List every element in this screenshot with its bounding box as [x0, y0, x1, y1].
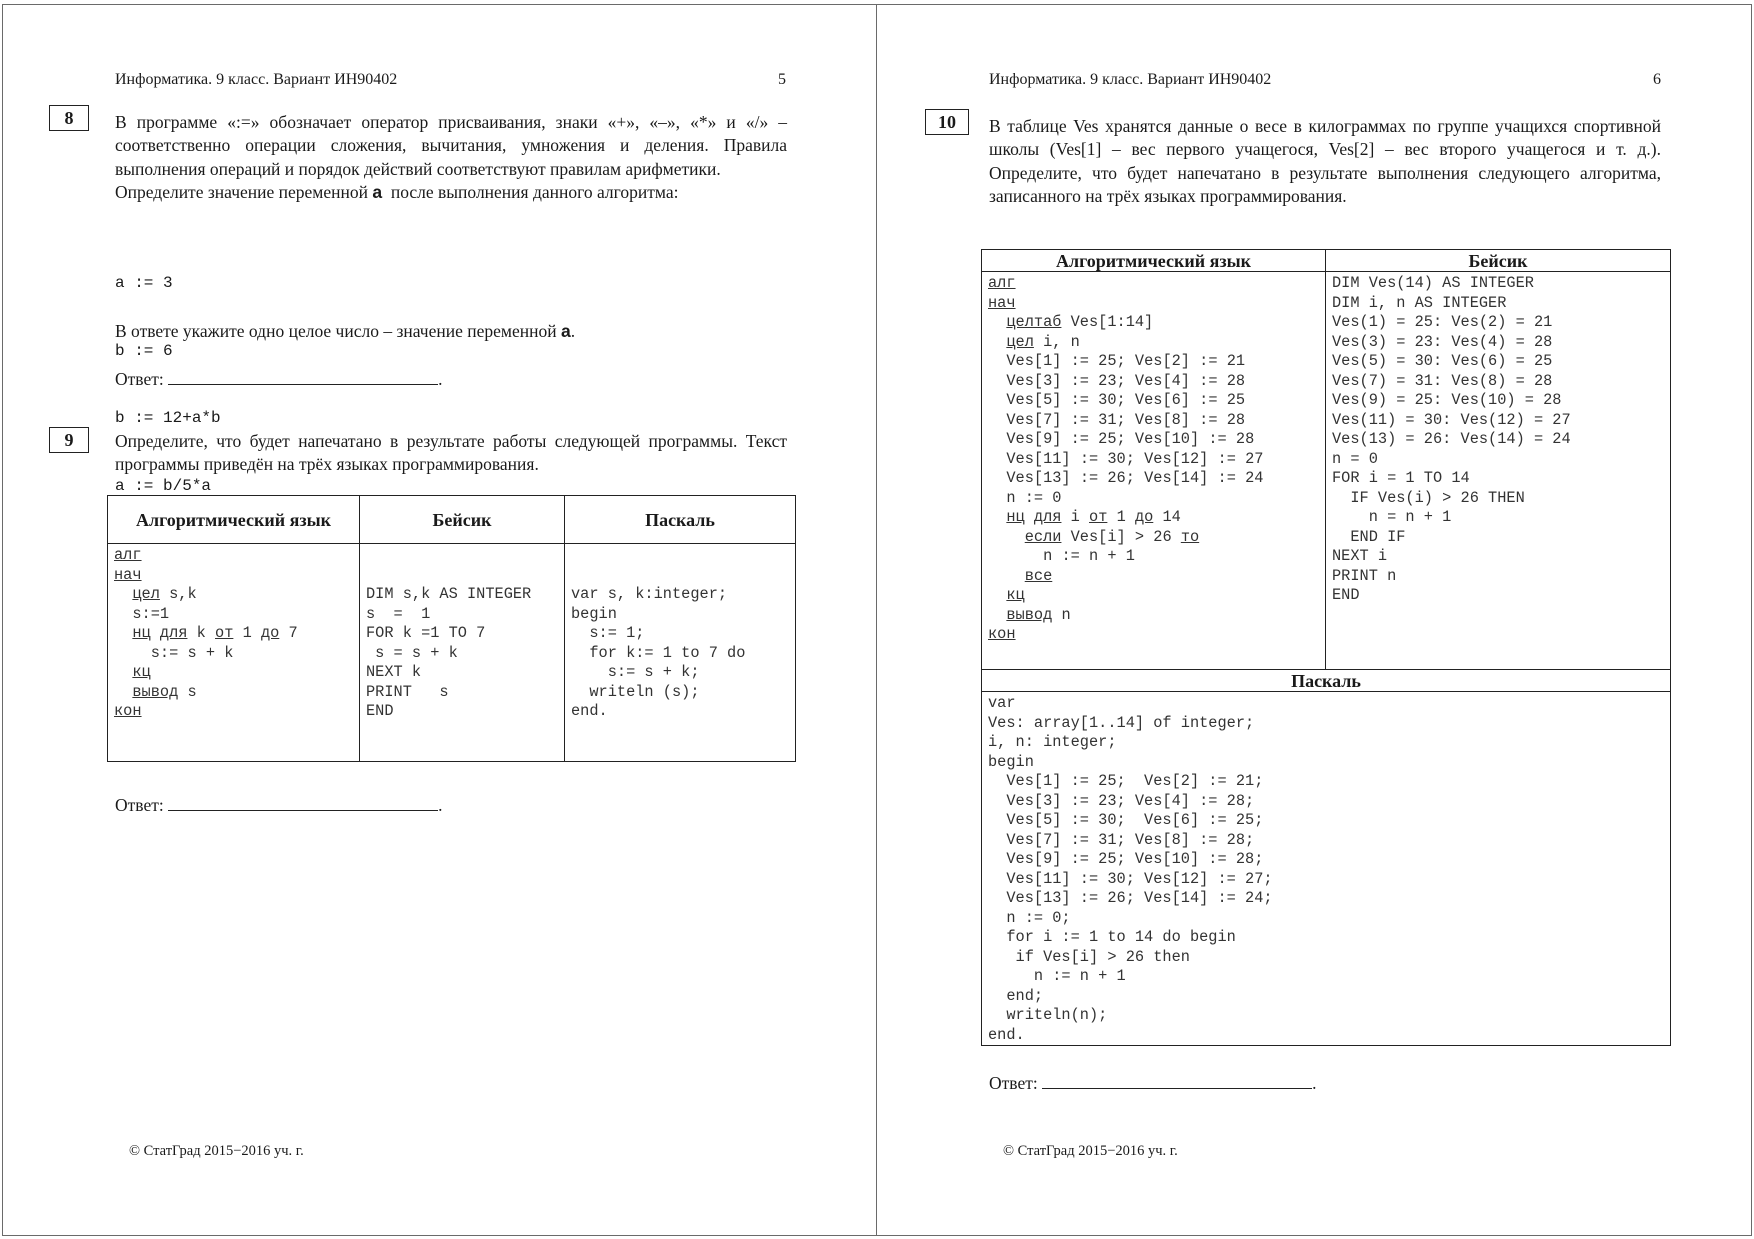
code-line: Ves[9] := 25; Ves[10] := 28; — [988, 850, 1264, 868]
q9-program-table — [107, 495, 796, 762]
code-line: n := 0; — [988, 908, 1071, 927]
left-page — [2, 4, 877, 1236]
code-line: Ves(1) = 25: Ves(2) = 21 — [1332, 313, 1553, 331]
code-line: нач — [114, 565, 142, 584]
code-line: s:=1 — [132, 604, 170, 623]
col-header-alg: Алгоритмический язык — [108, 496, 360, 544]
code-line: Ves[11] := 30; Ves[12] := 27; — [988, 869, 1273, 888]
code-line: алг — [988, 274, 1016, 292]
code-line: Ves[7] := 31; Ves[8] := 28; — [988, 830, 1255, 849]
answer-label: Ответ: — [115, 369, 164, 389]
code-line: Ves(3) = 23: Ves(4) = 28 — [1332, 332, 1553, 351]
code-line: i, n: integer; — [988, 733, 1117, 751]
code-line: Ves[9] := 25; Ves[10] := 28 — [1006, 430, 1255, 448]
col-header-pascal: Паскаль — [565, 496, 796, 544]
code-line: цел s,k — [132, 585, 197, 603]
alg-code — [108, 544, 359, 722]
q8-code-line: a := b/5*a — [115, 476, 212, 495]
question-number-8: 8 — [49, 105, 89, 131]
basic-code: DIM s,k AS INTEGER s = 1 FOR k =1 TO 7 s = s + k NEXT k PRINT s END — [366, 585, 532, 720]
col-header-basic: Бейсик — [1326, 250, 1671, 272]
q8-task: Определите значение переменной a после выполнения данного алгоритма: — [115, 182, 679, 203]
question-number-10: 10 — [925, 109, 969, 135]
code-line: Ves: array[1..14] of integer; — [988, 713, 1255, 732]
q8-answer-instruction: В ответе укажите одно целое число – значение переменной a. — [115, 321, 576, 341]
code-line: FOR i = 1 TO 14 — [1332, 469, 1470, 487]
q8-intro: В программе «:=» обозначает оператор присваивания, знаки «+», «–», «*» и «/» – соответственно операции сложения, вычитания, умножения и деления. Правила выполнения операций и порядок действий соответствуют правилам арифметики. — [115, 112, 787, 179]
code-line: for i := 1 to 14 do begin — [988, 928, 1236, 946]
code-line: вывод s — [132, 682, 197, 701]
q9-answer-row: Ответ: . — [115, 795, 443, 815]
code-line: n = n + 1 — [1332, 508, 1452, 526]
code-line: Ves[13] := 26; Ves[14] := 24 — [1006, 469, 1264, 487]
q9-text: Определите, что будет напечатано в результате работы следующей программы. Текст программы приведён на трёх языках программирования. — [115, 431, 787, 475]
code-line: нач — [988, 293, 1016, 312]
code-line: если Ves[i] > 26 то — [1024, 527, 1200, 546]
code-line: NEXT i — [1332, 547, 1388, 565]
code-line: целтаб Ves[1:14] — [1006, 313, 1154, 331]
q8-text — [115, 111, 787, 205]
code-line: кц — [132, 663, 151, 681]
code-line: Ves[11] := 30; Ves[12] := 27 — [1006, 449, 1264, 468]
code-line: кон — [114, 702, 142, 720]
code-line: var — [988, 694, 1016, 712]
answer-label: Ответ: — [989, 1073, 1038, 1093]
q10-answer-row: Ответ: . — [989, 1073, 1317, 1093]
basic-code — [1326, 272, 1670, 606]
code-line: Ves(9) = 25: Ves(10) = 28 — [1332, 391, 1562, 409]
q8-var-a-2: a — [560, 321, 571, 341]
question-number-9: 9 — [49, 427, 89, 453]
code-line: Ves(7) = 31: Ves(8) = 28 — [1332, 371, 1553, 390]
code-line: n := n + 1 — [988, 967, 1126, 985]
answer-label: Ответ: — [115, 795, 164, 815]
q8-code-line: b := 6 — [115, 341, 173, 360]
code-line: Ves(5) = 30: Ves(6) = 25 — [1332, 352, 1553, 370]
basic-code-cell — [1326, 272, 1671, 670]
q10-text: В таблице Ves хранятся данные о весе в килограммах по группе учащихся спортивной школы (Ves[1] – вес первого учащегося, Ves[2] – вес второго учащегося и т. д.). Определите, что будет напечатано в результате выполнения следующего алгоритма, записанного на трёх языках программирования. — [989, 116, 1661, 207]
code-line: вывод n — [1006, 605, 1071, 624]
code-line: DIM i, n AS INTEGER — [1332, 293, 1507, 312]
code-line: Ves[13] := 26; Ves[14] := 24; — [988, 889, 1273, 907]
code-line: Ves(11) = 30: Ves(12) = 27 — [1332, 410, 1571, 429]
code-line: end; — [988, 986, 1044, 1005]
code-line: Ves[7] := 31; Ves[8] := 28 — [1006, 410, 1246, 429]
pascal-code: var s, k:integer; begin s:= 1; for k:= 1 to 7 do s:= s + k; writeln (s); end. — [571, 585, 746, 720]
code-line: DIM Ves(14) AS INTEGER — [1332, 274, 1534, 292]
pascal-code-cell — [982, 692, 1671, 1046]
code-line: нц для k от 1 до 7 — [132, 624, 298, 642]
page-footer: © СтатГрад 2015−2016 уч. г. — [129, 1143, 304, 1159]
q8-answer-row: Ответ: . — [115, 369, 443, 389]
page-footer: © СтатГрад 2015−2016 уч. г. — [1003, 1143, 1178, 1159]
code-line: begin — [988, 752, 1034, 771]
col-header-pascal: Паскаль — [982, 670, 1671, 692]
code-line: if Ves[i] > 26 then — [988, 947, 1190, 966]
code-line: writeln(n); — [988, 1006, 1108, 1024]
col-header-alg: Алгоритмический язык — [982, 250, 1326, 272]
basic-code-cell — [360, 544, 565, 762]
alg-code-cell — [108, 544, 360, 762]
code-line: Ves[3] := 23; Ves[4] := 28 — [1006, 371, 1246, 390]
code-line: алг — [114, 546, 142, 564]
code-line: END — [1332, 586, 1360, 604]
code-line: Ves[3] := 23; Ves[4] := 28; — [988, 791, 1255, 810]
code-line: Ves[1] := 25; Ves[2] := 21; — [988, 772, 1264, 790]
pascal-code-cell — [565, 544, 796, 762]
code-line: нц для i от 1 до 14 — [1006, 508, 1181, 526]
code-line: кон — [988, 625, 1016, 643]
alg-code-cell — [982, 272, 1326, 670]
page-header: Информатика. 9 класс. Вариант ИН90402 — [115, 71, 398, 88]
code-line: PRINT n — [1332, 566, 1397, 585]
page-header: Информатика. 9 класс. Вариант ИН90402 — [989, 71, 1272, 88]
q8-answer-field[interactable] — [168, 370, 438, 385]
code-line: цел i, n — [1006, 332, 1080, 351]
q10-program-table — [981, 249, 1671, 1046]
code-line: n := 0 — [1006, 488, 1062, 507]
q8-var-a: a — [372, 182, 383, 203]
code-line: n := n + 1 — [1043, 547, 1135, 565]
page-number: 6 — [1653, 71, 1661, 88]
code-line: n = 0 — [1332, 449, 1378, 468]
q10-answer-field[interactable] — [1042, 1074, 1312, 1089]
code-line: кц — [1006, 586, 1025, 604]
q9-answer-field[interactable] — [168, 796, 438, 811]
q8-code-line: a := 3 — [115, 274, 173, 292]
q8-code-line: b := 12+a*b — [115, 409, 221, 427]
code-line: Ves[5] := 30; Ves[6] := 25 — [1006, 391, 1246, 409]
page-number: 5 — [778, 71, 786, 88]
code-line: Ves(13) = 26: Ves(14) = 24 — [1332, 430, 1571, 448]
alg-code — [982, 272, 1325, 645]
code-line: все — [1024, 566, 1053, 585]
code-line: Ves[5] := 30; Ves[6] := 25; — [988, 811, 1264, 829]
code-line: s:= s + k — [150, 643, 234, 662]
code-line: IF Ves(i) > 26 THEN — [1332, 488, 1525, 507]
code-line: END IF — [1332, 527, 1406, 546]
pascal-code — [982, 692, 1670, 1045]
code-line: end. — [988, 1025, 1025, 1044]
col-header-basic: Бейсик — [360, 496, 565, 544]
right-page — [876, 4, 1752, 1236]
code-line: Ves[1] := 25; Ves[2] := 21 — [1006, 352, 1246, 370]
